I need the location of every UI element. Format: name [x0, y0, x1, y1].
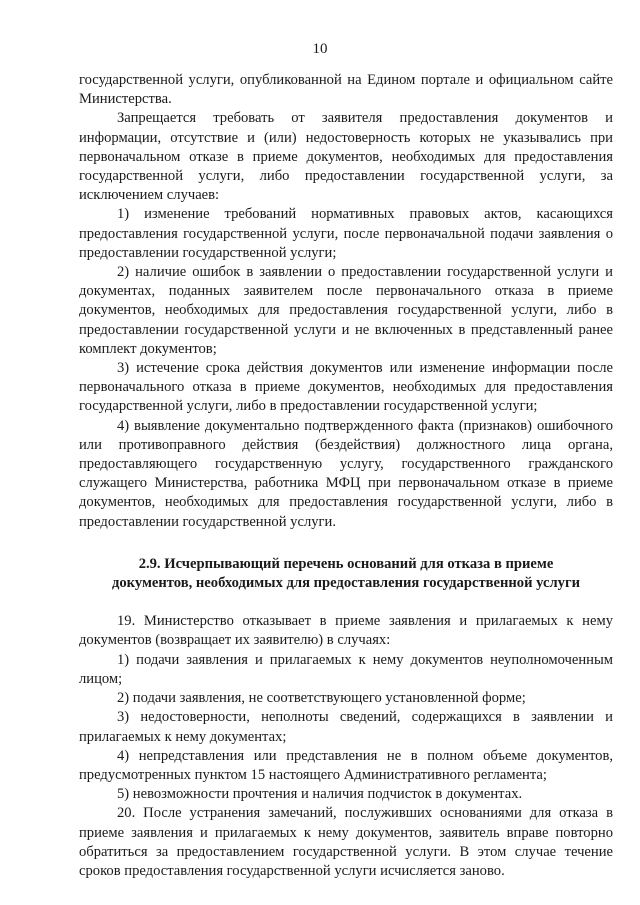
- section-heading-line-1: 2.9. Исчерпывающий перечень оснований для отказа в приеме: [138, 555, 554, 572]
- paragraph: государственной услуги, опубликованной на Едином портале и официальном сайте Министерства.: [79, 72, 613, 108]
- section-heading: [79, 555, 613, 593]
- paragraph: 3) истечение срока действия документов или изменение информации после первоначального отказа в приеме документов, необходимых для предоставления государственной услуги, либо в предоставлении государственной услуги;: [79, 360, 613, 415]
- paragraph-group-refusal-grounds: [79, 612, 613, 881]
- paragraph: 3) недостоверности, неполноты сведений, содержащихся в заявлении и прилагаемых к нему документах;: [79, 709, 613, 745]
- paragraph: 1) изменение требований нормативных правовых актов, касающихся предоставления государственной услуги, после первоначальной подачи заявления о предоставлении государственной услуги;: [79, 206, 613, 261]
- paragraph: 4) непредставления или представления не в полном объеме документов, предусмотренных пунктом 15 настоящего Административного регламента;: [79, 747, 613, 783]
- paragraph: 2) наличие ошибок в заявлении о предоставлении государственной услуги и документах, поданных заявителем после первоначального отказа в приеме документов, необходимых для предоставления государственной услуги, либо в предоставлении государственной услуги и не включенных в представленный ранее комплект документов;: [79, 264, 613, 357]
- paragraph: 20. После устранения замечаний, послуживших основаниями для отказа в приеме заявления и прилагаемых к нему документов, заявитель вправе повторно обратиться за предоставлением государственной услуги. В этом случае течение сроков предоставления государственной услуги исчисляется заново.: [79, 805, 613, 879]
- section-heading-line-2: документов, необходимых для предоставления государственной услуги: [112, 575, 580, 592]
- page-number: 10: [312, 41, 328, 57]
- paragraph-group-requirements: [79, 71, 613, 532]
- paragraph: 2) подачи заявления, не соответствующего установленной форме;: [117, 690, 526, 707]
- paragraph: 19. Министерство отказывает в приеме заявления и прилагаемых к нему документов (возвращает их заявителю) в случаях:: [79, 613, 613, 649]
- paragraph: Запрещается требовать от заявителя предоставления документов и информации, отсутствие и (или) недостоверность которых не указывались при первоначальном отказе в приеме документов, необходимых для предоставления государственной услуги, либо предоставлении государственной услуги, за исключением случаев:: [79, 110, 613, 204]
- paragraph: 5) невозможности прочтения и наличия подчисток в документах.: [117, 786, 523, 803]
- paragraph: 4) выявление документально подтвержденного факта (признаков) ошибочного или противоправного действия (бездействия) должностного лица органа, предоставляющего государственную услугу, государственного гражданского служащего Министерства, работника МФЦ при первоначальном отказе в приеме документов, необходимых для предоставления государственной услуги, либо в предоставлении государственной услуги.: [79, 417, 613, 530]
- document-body: [79, 71, 613, 881]
- section-spacer: [79, 593, 613, 612]
- paragraph: 1) подачи заявления и прилагаемых к нему документов неуполномоченным лицом;: [79, 651, 613, 687]
